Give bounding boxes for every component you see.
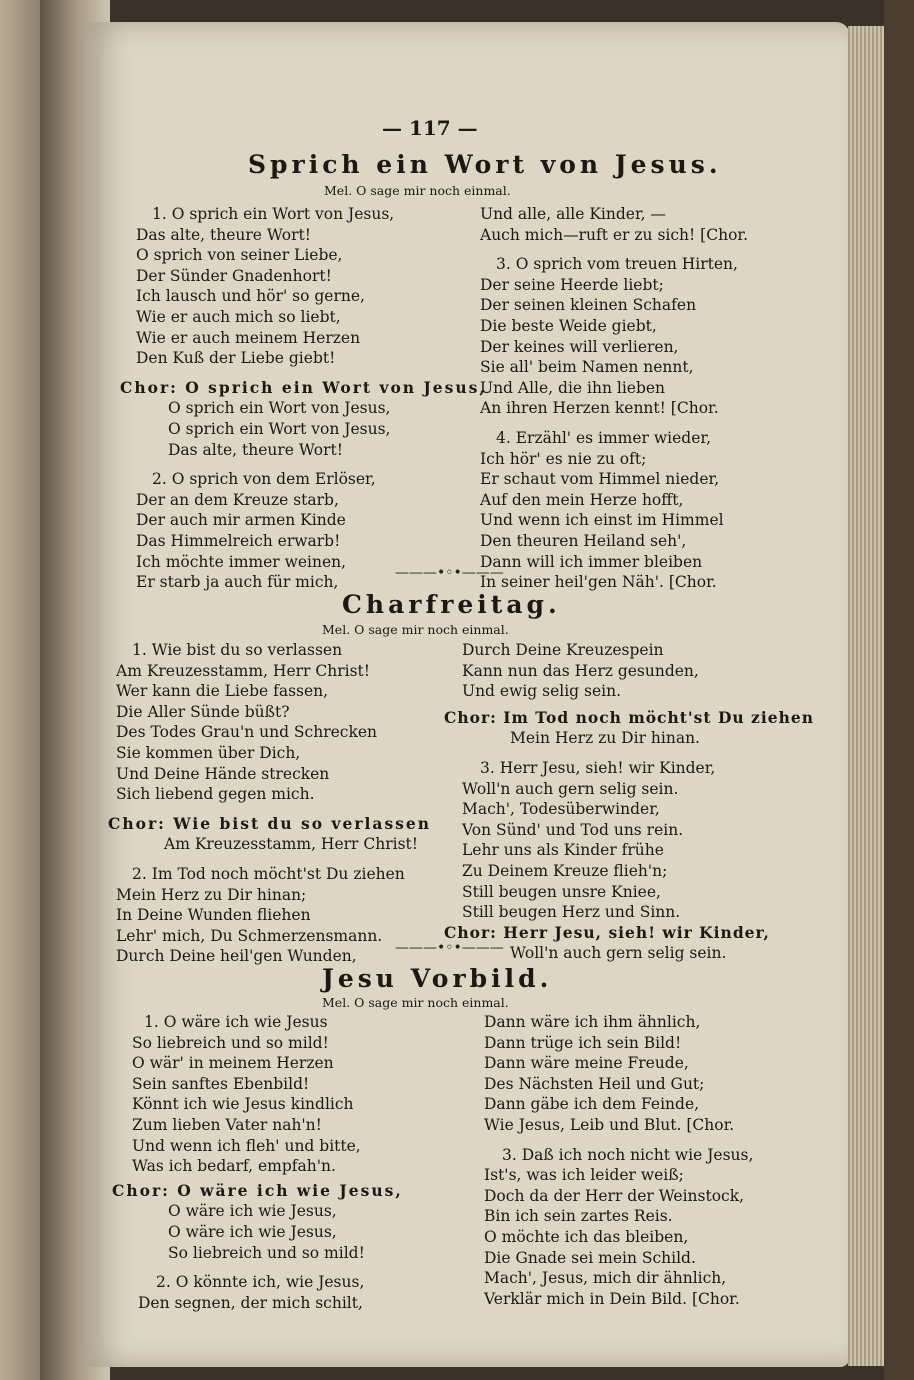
verse-line: Auch mich—ruft er zu sich! [Chor.: [480, 225, 749, 244]
verse-line: Doch da der Herr der Weinstock,: [484, 1186, 745, 1205]
melody-note-2: Mel. O sage mir noch einmal.: [322, 622, 509, 637]
verse-line: An ihren Herzen kennt! [Chor.: [480, 399, 719, 418]
verse-line: Der auch mir armen Kinde: [136, 511, 346, 530]
verse-line: Durch Deine Kreuzespein: [462, 641, 664, 659]
verse-line: Die Aller Sünde büßt?: [116, 702, 290, 721]
verse-line: 3. Daß ich noch nicht wie Jesus,: [502, 1145, 754, 1164]
hymn-3-left-column: [112, 1012, 403, 1313]
verse-line: O sprich ein Wort von Jesus,: [168, 399, 391, 418]
chorus-line: Chor: O sprich ein Wort von Jesus,: [120, 377, 487, 397]
verse-line: Am Kreuzesstamm, Herr Christ!: [164, 835, 418, 854]
verse-line: Und ewig selig sein.: [462, 682, 622, 701]
hymn-2-right-column: [444, 640, 814, 964]
verse-line: Dann gäbe ich dem Feinde,: [484, 1095, 700, 1114]
verse-line: Der an dem Kreuze starb,: [136, 490, 339, 509]
verse-line: Sein sanftes Ebenbild!: [132, 1074, 310, 1093]
verse-line: O sprich von seiner Liebe,: [136, 246, 343, 265]
verse-line: Dann will ich immer bleiben: [480, 552, 703, 571]
chorus-line: Chor: Herr Jesu, sieh! wir Kinder,: [444, 922, 770, 942]
verse-line: Ich hör' es nie zu oft;: [480, 449, 647, 468]
verse-line: Des Todes Grau'n und Schrecken: [116, 723, 378, 742]
verse-line: Wer kann die Liebe fassen,: [116, 682, 329, 701]
verse-line: So liebreich und so mild!: [132, 1033, 329, 1052]
verse-line: 1. O sprich ein Wort von Jesus,: [152, 205, 395, 223]
section-divider: ———•◦•———: [395, 565, 504, 581]
verse-line: 3. O sprich vom treuen Hirten,: [496, 255, 738, 274]
verse-line: Still beugen unsre Kniee,: [462, 882, 661, 901]
verse-line: Des Nächsten Heil und Gut;: [484, 1074, 705, 1093]
verse-line: Die Gnade sei mein Schild.: [484, 1248, 696, 1267]
verse-line: Wie Jesus, Leib und Blut. [Chor.: [484, 1115, 735, 1134]
verse-line: O wär' in meinem Herzen: [132, 1054, 334, 1073]
hymn-title-2: Charfreitag.: [342, 590, 561, 619]
verse-line: Was ich bedarf, empfah'n.: [132, 1157, 336, 1176]
verse-line: Er starb ja auch für mich,: [136, 573, 339, 592]
verse-line: Verklär mich in Dein Bild. [Chor.: [484, 1289, 740, 1308]
verse-line: Ich lausch und hör' so gerne,: [136, 287, 365, 306]
verse-line: Sich liebend gegen mich.: [116, 785, 315, 804]
verse-line: Am Kreuzesstamm, Herr Christ!: [116, 661, 370, 680]
verse-line: Das alte, theure Wort!: [168, 440, 343, 459]
verse-line: Wie er auch meinem Herzen: [136, 328, 361, 347]
verse-line: Der seinen kleinen Schafen: [480, 296, 697, 315]
section-divider: ———•◦•———: [395, 940, 504, 956]
verse-line: Auf den mein Herze hofft,: [480, 490, 684, 509]
verse-line: Mein Herz zu Dir hinan.: [510, 729, 700, 748]
verse-line: Er schaut vom Himmel nieder,: [480, 470, 720, 489]
verse-line: Woll'n auch gern selig sein.: [510, 944, 727, 963]
hymn-3-right-column: [484, 1012, 753, 1309]
verse-line: 4. Erzähl' es immer wieder,: [496, 428, 712, 447]
verse-line: Und Alle, die ihn lieben: [480, 378, 666, 397]
verse-line: Mein Herz zu Dir hinan;: [116, 885, 307, 904]
verse-line: Und alle, alle Kinder, —: [480, 205, 667, 223]
hymn-title-3: Jesu Vorbild.: [322, 964, 553, 993]
verse-line: In Deine Wunden fliehen: [116, 906, 311, 925]
verse-line: O sprich ein Wort von Jesus,: [168, 419, 391, 438]
verse-line: Mach', Jesus, mich dir ähnlich,: [484, 1269, 727, 1288]
verse-line: Dann trüge ich sein Bild!: [484, 1033, 682, 1052]
verse-line: Kann nun das Herz gesunden,: [462, 661, 699, 680]
verse-line: Still beugen Herz und Sinn.: [462, 903, 681, 922]
verse-line: Bin ich sein zartes Reis.: [484, 1207, 673, 1226]
verse-line: Der keines will verlieren,: [480, 337, 679, 356]
verse-line: O wäre ich wie Jesus,: [168, 1202, 337, 1221]
verse-line: Die beste Weide giebt,: [480, 316, 657, 335]
hymn-2-left-column: [108, 640, 431, 967]
verse-line: Lehr uns als Kinder frühe: [462, 841, 664, 860]
verse-line: Das Himmelreich erwarb!: [136, 531, 341, 550]
verse-line: Den segnen, der mich schilt,: [138, 1293, 363, 1312]
verse-line: In seiner heil'gen Näh'. [Chor.: [480, 573, 717, 592]
verse-line: Und wenn ich fleh' und bitte,: [132, 1136, 361, 1155]
verse-line: Von Sünd' und Tod uns rein.: [462, 820, 684, 839]
chorus-line: Chor: O wäre ich wie Jesus,: [112, 1180, 403, 1200]
verse-line: 2. Im Tod noch möcht'st Du ziehen: [132, 864, 405, 883]
verse-line: Dann wäre meine Freude,: [484, 1054, 689, 1073]
chorus-line: Chor: Im Tod noch möcht'st Du ziehen: [444, 707, 815, 727]
chorus-line: Chor: Wie bist du so verlassen: [108, 813, 432, 833]
verse-line: Den Kuß der Liebe giebt!: [136, 349, 336, 368]
verse-line: Und wenn ich einst im Himmel: [480, 511, 724, 530]
verse-line: 2. O könnte ich, wie Jesus,: [156, 1273, 365, 1292]
verse-line: Sie kommen über Dich,: [116, 743, 301, 762]
verse-line: Zu Deinem Kreuze flieh'n;: [462, 861, 668, 880]
verse-line: Der seine Heerde liebt;: [480, 275, 664, 294]
verse-line: 3. Herr Jesu, sieh! wir Kinder,: [480, 758, 716, 777]
verse-line: Woll'n auch gern selig sein.: [462, 779, 679, 798]
verse-line: 2. O sprich von dem Erlöser,: [152, 470, 376, 489]
hymn-title-1: Sprich ein Wort von Jesus.: [248, 150, 722, 179]
verse-line: Mach', Todesüberwinder,: [462, 800, 660, 819]
verse-line: Könnt ich wie Jesus kindlich: [132, 1095, 354, 1114]
verse-line: Wie er auch mich so liebt,: [136, 307, 341, 326]
verse-line: Lehr' mich, Du Schmerzensmann.: [116, 926, 383, 945]
verse-line: Zum lieben Vater nah'n!: [132, 1115, 322, 1134]
verse-line: Dann wäre ich ihm ähnlich,: [484, 1013, 701, 1031]
melody-note-3: Mel. O sage mir noch einmal.: [322, 995, 509, 1010]
verse-line: Ist's, was ich leider weiß;: [484, 1166, 684, 1185]
verse-line: Durch Deine heil'gen Wunden,: [116, 947, 357, 966]
verse-line: Sie all' beim Namen nennt,: [480, 358, 694, 377]
verse-line: So liebreich und so mild!: [168, 1243, 365, 1262]
verse-line: Das alte, theure Wort!: [136, 225, 311, 244]
verse-line: Ich möchte immer weinen,: [136, 552, 347, 571]
verse-line: O möchte ich das bleiben,: [484, 1227, 689, 1246]
verse-line: O wäre ich wie Jesus,: [168, 1222, 337, 1241]
melody-note-1: Mel. O sage mir noch einmal.: [324, 183, 511, 198]
verse-line: Der Sünder Gnadenhort!: [136, 266, 332, 285]
page-number: — 117 —: [382, 116, 478, 140]
verse-line: 1. Wie bist du so verlassen: [132, 641, 343, 659]
verse-line: Den theuren Heiland seh',: [480, 531, 687, 550]
hymn-1-right-column: [480, 204, 748, 593]
verse-line: 1. O wäre ich wie Jesus: [144, 1013, 328, 1031]
hymn-1-left-column: [120, 204, 487, 593]
verse-line: Und Deine Hände strecken: [116, 764, 330, 783]
